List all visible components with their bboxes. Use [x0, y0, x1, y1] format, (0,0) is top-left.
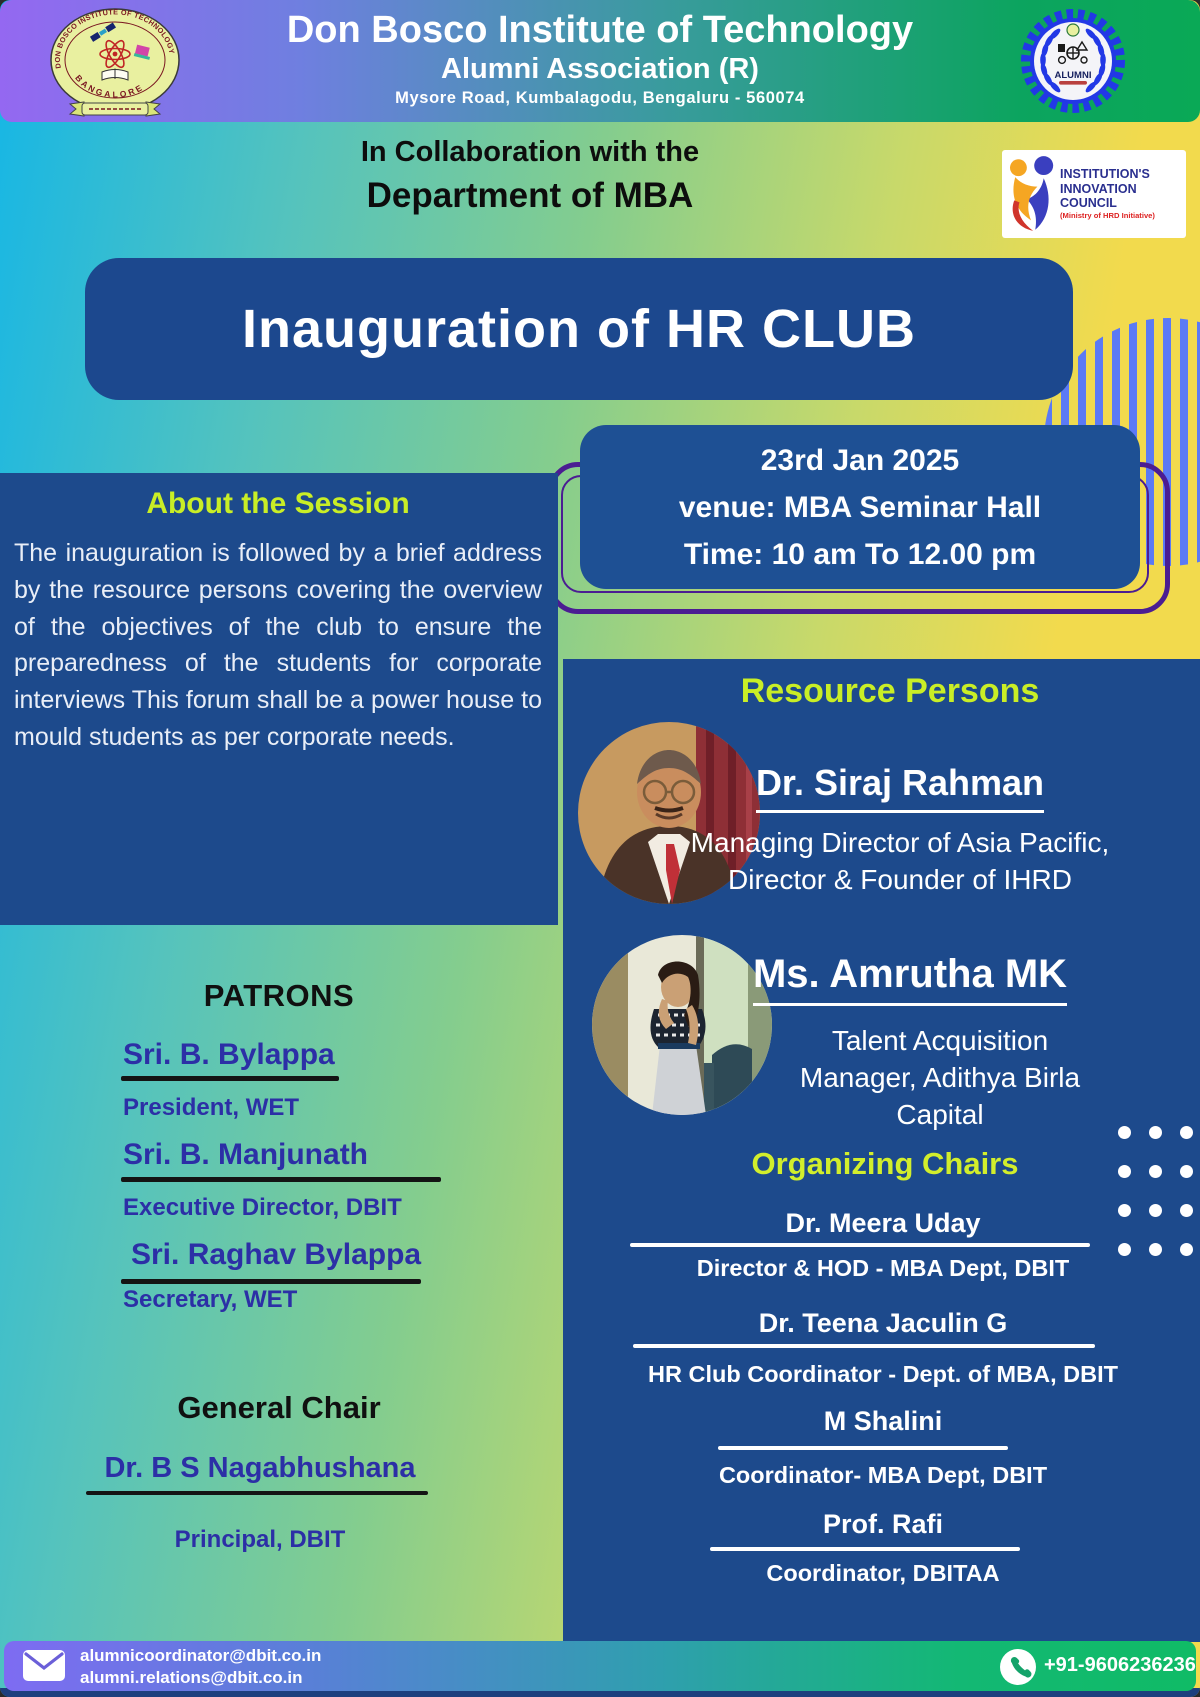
patron-role: President, WET [123, 1094, 300, 1121]
patron-name: Sri. Raghav Bylappa [131, 1238, 422, 1271]
underline [630, 1243, 1090, 1247]
speaker-name: Ms. Amrutha MK [753, 952, 1067, 1006]
institute-address: Mysore Road, Kumbalagodu, Bengaluru - 560074 [395, 89, 805, 107]
footer-emails [80, 1645, 321, 1689]
college-seal-logo [44, 4, 186, 127]
patron-role: Secretary, WET [123, 1286, 298, 1313]
about-panel [0, 473, 558, 925]
speaker-name: Dr. Siraj Rahman [756, 762, 1044, 813]
event-title: Inauguration of HR CLUB [242, 299, 916, 359]
underline [121, 1076, 339, 1081]
collaboration-block [150, 133, 910, 221]
phone-icon [1000, 1649, 1036, 1690]
chair-role: Coordinator, DBITAA [766, 1560, 1000, 1586]
alumni-label: ALUMNI [1054, 70, 1092, 81]
iic-line3: COUNCIL [1060, 196, 1117, 211]
general-chair-name: Dr. B S Nagabhushana [104, 1452, 416, 1484]
book-icon [102, 69, 128, 81]
speaker-role: Talent Acquisition Manager, Adithya Birla Capital [799, 1025, 1081, 1131]
chair-name: Dr. Teena Jaculin G [758, 1308, 1008, 1338]
underline [633, 1344, 1095, 1348]
title-banner [85, 258, 1073, 400]
patrons-heading: PATRONS [203, 978, 355, 1013]
iic-line4: (Ministry of HRD Initiative) [1060, 210, 1155, 220]
email-icon [22, 1649, 66, 1687]
resource-persons-heading: Resource Persons [740, 672, 1040, 710]
iic-logo-box [1002, 150, 1186, 238]
underline [121, 1279, 421, 1284]
chair-name: Dr. Meera Uday [785, 1208, 981, 1238]
speaker-role: Managing Director of Asia Pacific, Director & Founder of IHRD [690, 827, 1110, 896]
chair-role: HR Club Coordinator - Dept. of MBA, DBIT [648, 1361, 1118, 1387]
event-details-box [580, 425, 1140, 589]
event-date: 23rd Jan 2025 [760, 444, 960, 477]
header-text [200, 8, 1000, 110]
email-address-1[interactable]: alumnicoordinator@dbit.co.in [80, 1646, 322, 1665]
chair-name: Prof. Rafi [822, 1509, 943, 1539]
underline [710, 1547, 1020, 1551]
iic-text [1060, 167, 1155, 221]
association-title: Alumni Association (R) [441, 53, 759, 85]
phone-number[interactable]: +91-9606236236 [1044, 1654, 1196, 1676]
underline [121, 1177, 441, 1182]
crest-icon [1067, 24, 1079, 36]
institute-title: Don Bosco Institute of Technology [286, 9, 914, 51]
speaker-name-block [680, 762, 1120, 813]
seal-arc-bottom: BANGALORE [73, 72, 146, 100]
underline [718, 1446, 1008, 1450]
about-heading: About the Session [146, 487, 410, 520]
patron-role: Executive Director, DBIT [123, 1194, 402, 1221]
underline [86, 1491, 428, 1495]
email-address-2[interactable]: alumni.relations@dbit.co.in [80, 1668, 303, 1687]
iic-line2: INNOVATION [1060, 181, 1137, 196]
collaboration-line2: Department of MBA [366, 176, 694, 215]
iic-line1: INSTITUTION'S [1060, 167, 1150, 182]
seal-arc-top: DON BOSCO INSTITUTE OF TECHNOLOGY [52, 7, 177, 70]
chair-role: Coordinator- MBA Dept, DBIT [718, 1462, 1048, 1488]
alumni-association-logo [1020, 8, 1126, 119]
general-chair-heading: General Chair [177, 1390, 381, 1425]
chair-role: Director & HOD - MBA Dept, DBIT [696, 1255, 1070, 1281]
general-chair-role: Principal, DBIT [174, 1526, 346, 1553]
collaboration-line1: In Collaboration with the [360, 136, 700, 168]
chair-name: M Shalini [823, 1406, 943, 1436]
speaker-name-block [680, 952, 1140, 1006]
patron-name: Sri. B. Bylappa [123, 1038, 335, 1071]
organizing-chairs-heading: Organizing Chairs [751, 1146, 1019, 1181]
patron-name: Sri. B. Manjunath [123, 1138, 369, 1171]
event-time: Time: 10 am To 12.00 pm [683, 538, 1037, 571]
iic-figures-icon [1002, 154, 1058, 234]
seal-ribbon [70, 102, 160, 116]
about-body: The inauguration is followed by a brief address by the resource persons covering the overview of the objectives of the club to ensure the preparedness of the students for corporate interviews This forum shall be a power house to mould students as per corporate needs. [14, 539, 542, 751]
event-venue: venue: MBA Seminar Hall [678, 491, 1042, 524]
